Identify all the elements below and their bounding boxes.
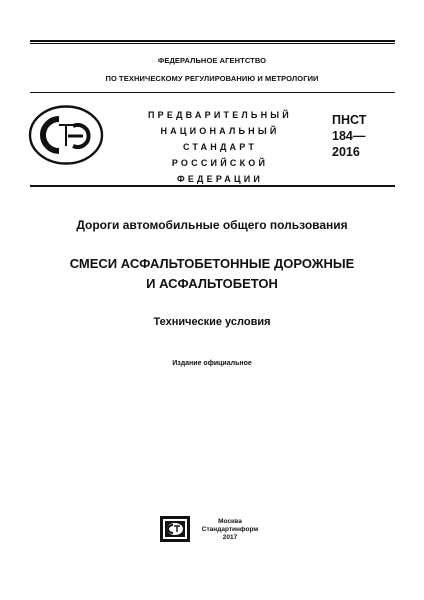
- document-title-line2: И АСФАЛЬТОБЕТОН: [146, 276, 278, 291]
- standard-type-line: НАЦИОНАЛЬНЫЙ: [160, 126, 280, 136]
- edition-note: Издание официальное: [172, 360, 252, 367]
- document-subtitle: Технические условия: [153, 316, 271, 328]
- standard-type-line: СТАНДАРТ: [182, 142, 258, 152]
- standard-type-line: РОССИЙСКОЙ: [171, 158, 269, 168]
- standard-code-line: 184—: [332, 129, 366, 143]
- publisher-info: [200, 518, 260, 542]
- top-rule-thick: [30, 40, 395, 42]
- publication-year: 2017: [222, 534, 238, 541]
- standard-type-line: ФЕДЕРАЦИИ: [176, 174, 264, 184]
- standard-type: [140, 107, 300, 187]
- publisher-city: Москва: [218, 518, 242, 525]
- document-category: Дороги автомобильные общего пользования: [76, 218, 348, 232]
- gost-logo-icon: [28, 104, 104, 166]
- publisher-name: Стандартинформ: [201, 526, 259, 533]
- standard-code-line: 2016: [332, 145, 360, 159]
- agency-name-line2: ПО ТЕХНИЧЕСКОМУ РЕГУЛИРОВАНИЮ И МЕТРОЛОГИИ: [105, 74, 319, 83]
- agency-name-line1: ФЕДЕРАЛЬНОЕ АГЕНТСТВО: [157, 56, 267, 65]
- document-title-line1: СМЕСИ АСФАЛЬТОБЕТОННЫЕ ДОРОЖНЫЕ: [69, 256, 355, 271]
- standard-code-line: ПНСТ: [332, 113, 367, 127]
- standard-type-line: ПРЕДВАРИТЕЛЬНЫЙ: [148, 110, 292, 120]
- standard-code: [332, 112, 392, 160]
- main-rule: [30, 185, 395, 187]
- top-rule-thin: [30, 43, 395, 44]
- standartinform-logo-icon: [160, 516, 190, 542]
- header-rule: [30, 92, 395, 93]
